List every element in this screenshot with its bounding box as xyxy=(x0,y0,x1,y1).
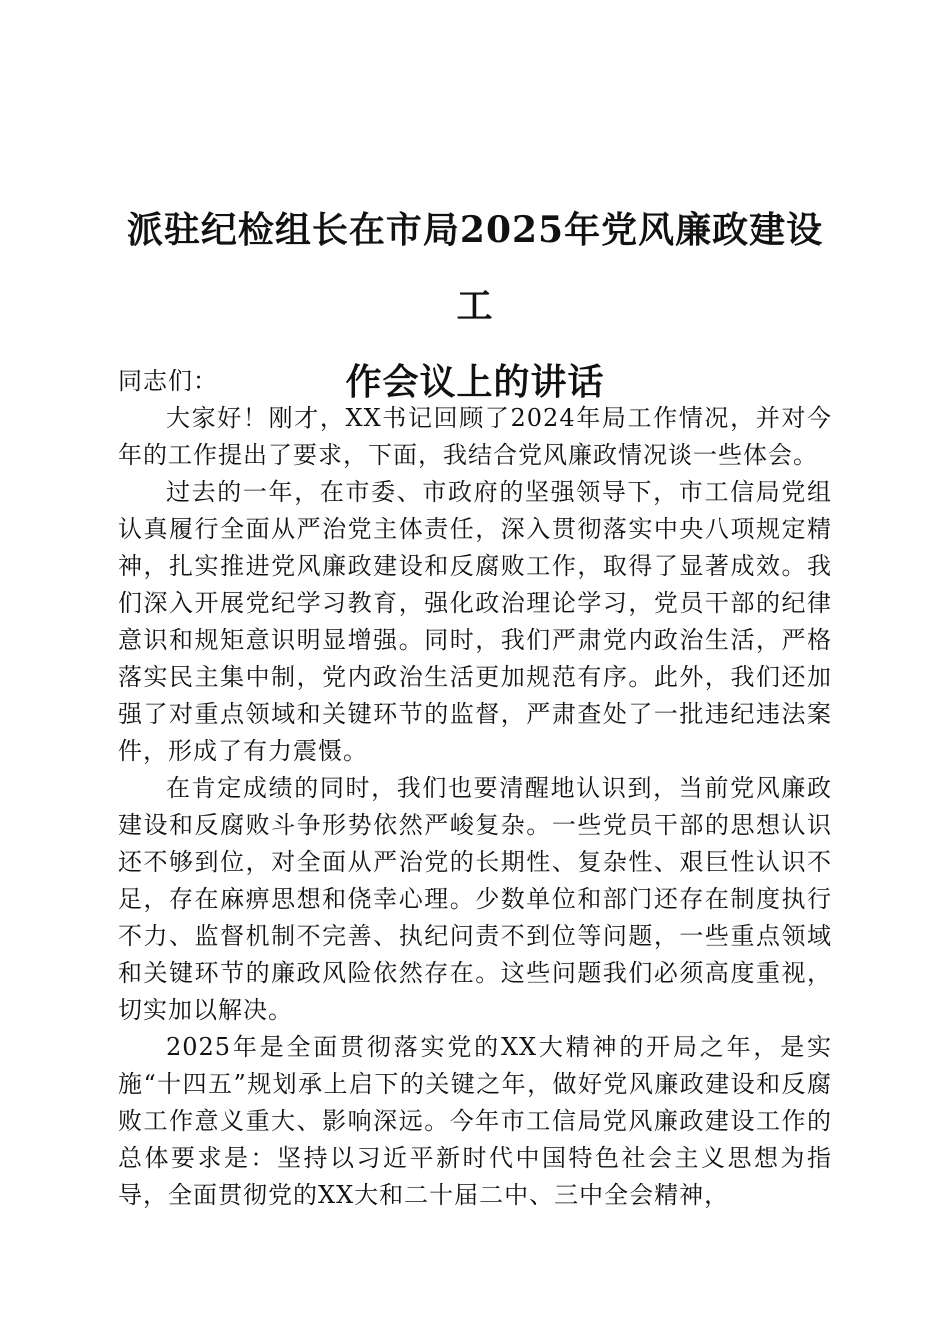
paragraph-2: 过去的一年，在市委、市政府的坚强领导下，市工信局党组认真履行全面从严治党主体责任，深入贯彻落实中央八项规定精神，扎实推进党风廉政建设和反腐败工作，取得了显著成效。我们深入开展党纪学习教育，强化政治理论学习，党员干部的纪律意识和规矩意识明显增强。同时，我们严肃党内政治生活，严格落实民主集中制，党内政治生活更加规范有序。此外，我们还加强了对重点领域和关键环节的监督，严肃查处了一批违纪违法案件，形成了有力震慑。 xyxy=(118,478,832,765)
paragraph-1: 大家好！刚才，XX书记回顾了2024年局工作情况，并对今年的工作提出了要求，下面，我结合党风廉政情况谈一些体会。 xyxy=(118,404,832,469)
document-body xyxy=(118,363,832,1214)
paragraph-4: 2025年是全面贯彻落实党的XX大精神的开局之年，是实施“十四五”规划承上启下的关键之年，做好党风廉政建设和反腐败工作意义重大、影响深远。今年市工信局党风廉政建设工作的总体要求是：坚持以习近平新时代中国特色社会主义思想为指导，全面贯彻党的XX大和二十届二中、三中全会精神， xyxy=(118,1033,832,1209)
paragraph-3: 在肯定成绩的同时，我们也要清醒地认识到，当前党风廉政建设和反腐败斗争形势依然严峻复杂。一些党员干部的思想认识还不够到位，对全面从严治党的长期性、复杂性、艰巨性认识不足，存在麻痹思想和侥幸心理。少数单位和部门还存在制度执行不力、监督机制不完善、执纪问责不到位等问题，一些重点领域和关键环节的廉政风险依然存在。这些问题我们必须高度重视，切实加以解决。 xyxy=(118,774,832,1024)
title-line-2: 作会议上的讲话 xyxy=(345,361,605,404)
title-line-1: 派驻纪检组长在市局2025年党风廉政建设工 xyxy=(126,209,824,328)
salutation: 同志们： xyxy=(118,367,218,395)
